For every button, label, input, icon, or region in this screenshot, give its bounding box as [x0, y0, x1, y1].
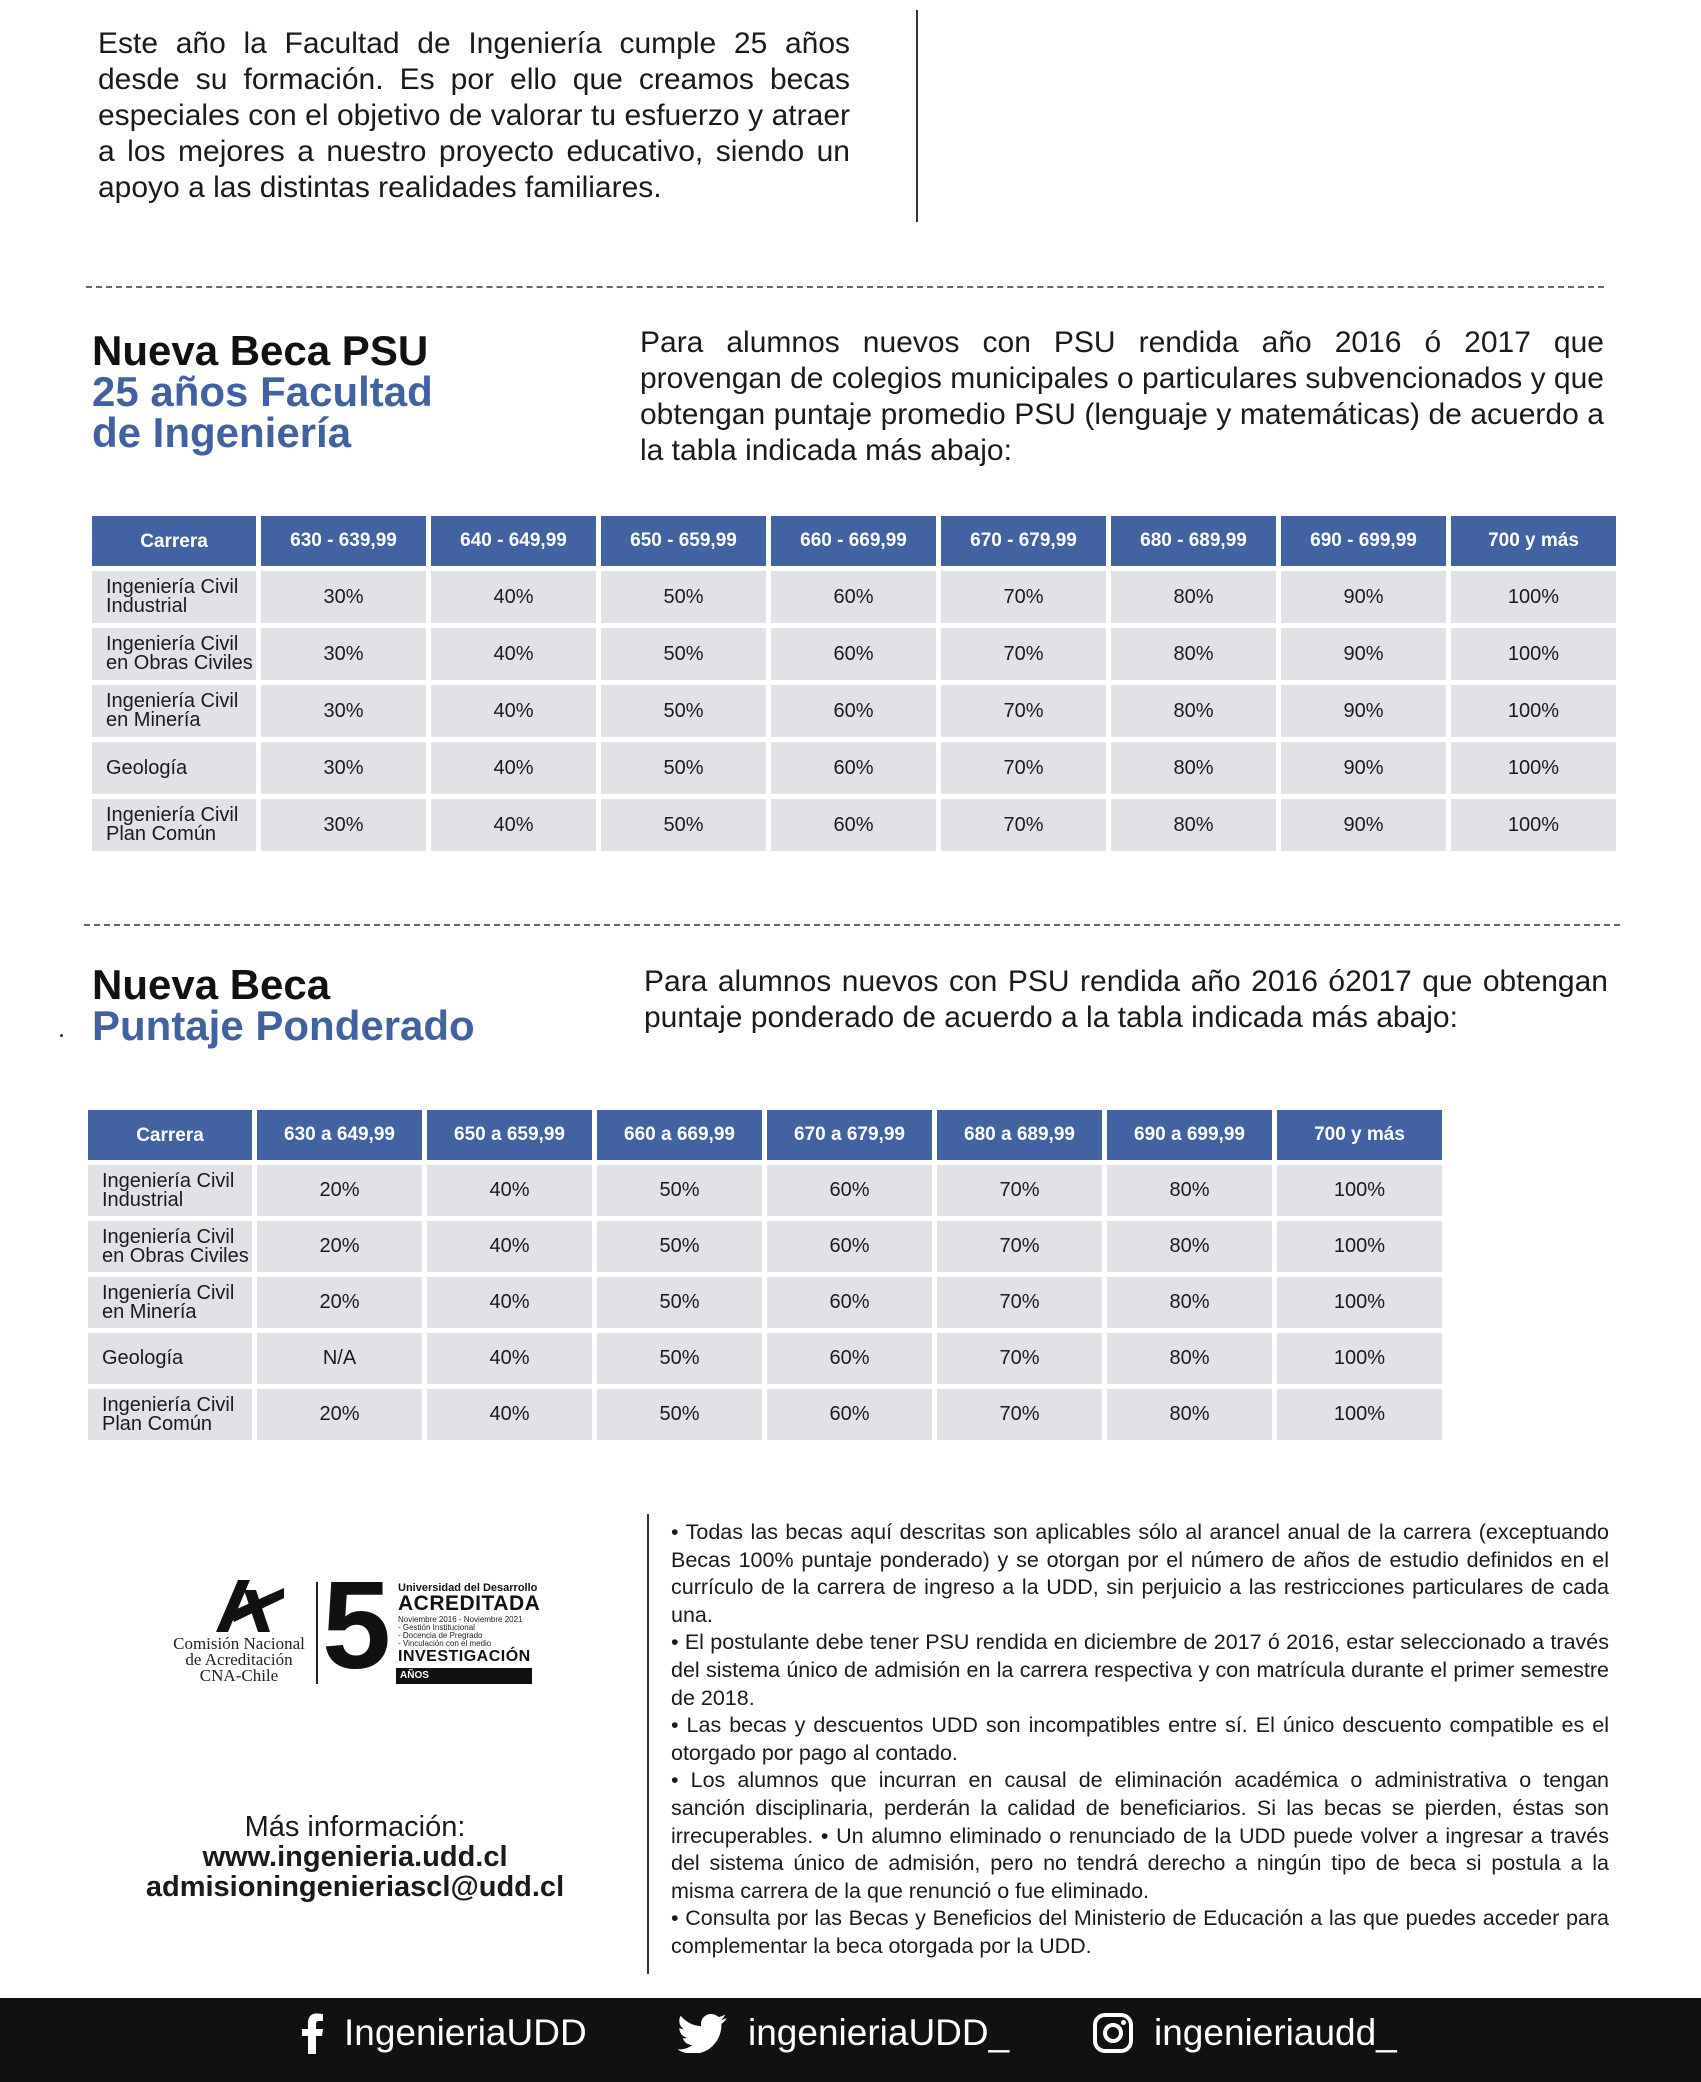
- percentage-cell: 100%: [1277, 1165, 1442, 1216]
- cna-line3: CNA-Chile: [199, 1666, 279, 1685]
- career-name-line1: Ingeniería Civil: [106, 804, 239, 826]
- percentage-cell: 30%: [261, 742, 426, 794]
- more-info: [120, 1812, 590, 1902]
- percentage-cell: 40%: [427, 1389, 592, 1440]
- percentage-cell: 30%: [261, 799, 426, 851]
- percentage-cell: 30%: [261, 628, 426, 680]
- vertical-divider-notes: [647, 1514, 649, 1974]
- percentage-cell: 70%: [941, 685, 1106, 737]
- percentage-cell: 70%: [937, 1389, 1102, 1440]
- career-name-line2: Industrial: [106, 595, 188, 617]
- percentage-cell: 60%: [767, 1333, 932, 1384]
- logo-separator: [316, 1582, 318, 1684]
- percentage-cell: 100%: [1277, 1333, 1442, 1384]
- career-name-line1: Ingeniería Civil: [102, 1169, 235, 1192]
- accreditation-years-number: 5: [322, 1557, 391, 1695]
- career-name-cell: [88, 1389, 252, 1440]
- instagram-handle: ingenieriaudd_: [1154, 2012, 1397, 2053]
- header-cell-range: 650 - 659,99: [601, 516, 766, 566]
- table-header-row: [88, 1110, 1447, 1165]
- table-row: [88, 1277, 1447, 1333]
- career-name-cell: [92, 571, 256, 623]
- table-row: [88, 1221, 1447, 1277]
- section1-title: [92, 327, 433, 456]
- career-name-line1: Geología: [106, 756, 188, 779]
- career-name-line2: en Obras Civiles: [102, 1244, 249, 1267]
- conditions-notes: [671, 1519, 1609, 1961]
- percentage-cell: 40%: [431, 742, 596, 794]
- table-row: [92, 685, 1621, 742]
- percentage-cell: 100%: [1451, 742, 1616, 794]
- header-cell-career: Carrera: [88, 1110, 252, 1160]
- intro-paragraph: Este año la Facultad de Ingeniería cumple 25 años desde su formación. Es por ello que creamos becas especiales con el objetivo de valorar tu esfuerzo y atraer a los mejores a nuestro proyecto educativo, siendo un apoyo a las distintas realidades familiares.: [98, 27, 850, 204]
- percentage-cell: 50%: [597, 1221, 762, 1272]
- percentage-cell: 90%: [1281, 571, 1446, 623]
- accreditation-dates: Noviembre 2016 - Noviembre 2021: [398, 1615, 523, 1624]
- percentage-cell: 20%: [257, 1389, 422, 1440]
- percentage-cell: 60%: [771, 571, 936, 623]
- table-row: [88, 1389, 1447, 1445]
- percentage-cell: 100%: [1451, 685, 1616, 737]
- percentage-cell: 70%: [937, 1221, 1102, 1272]
- career-name-cell: [88, 1333, 252, 1384]
- percentage-cell: 90%: [1281, 628, 1446, 680]
- header-cell-career: Carrera: [92, 516, 256, 566]
- section1-title-line3: de Ingeniería: [92, 409, 352, 456]
- percentage-cell: 70%: [937, 1333, 1102, 1384]
- table-row: [92, 799, 1621, 856]
- header-cell-range: 630 - 639,99: [261, 516, 426, 566]
- percentage-cell: 80%: [1111, 742, 1276, 794]
- cna-text: [168, 1636, 310, 1684]
- percentage-cell: 40%: [431, 799, 596, 851]
- percentage-cell: 70%: [941, 799, 1106, 851]
- percentage-cell: 90%: [1281, 685, 1446, 737]
- dashed-divider-2: [84, 924, 1620, 926]
- vertical-divider-top: [916, 10, 918, 222]
- percentage-cell: 70%: [937, 1277, 1102, 1328]
- percentage-cell: 50%: [601, 799, 766, 851]
- section2-description: Para alumnos nuevos con PSU rendida año 2016 ó2017 que obtengan puntaje ponderado de acuerdo a la tabla indicada más abajo:: [644, 965, 1608, 1034]
- percentage-cell: 70%: [941, 571, 1106, 623]
- header-cell-range: 660 - 669,99: [771, 516, 936, 566]
- percentage-cell: 80%: [1111, 685, 1276, 737]
- percentage-cell: 40%: [431, 628, 596, 680]
- accreditation-investigation: INVESTIGACIÓN: [398, 1648, 531, 1665]
- header-cell-range: 650 a 659,99: [427, 1110, 592, 1160]
- career-name-cell: [92, 628, 256, 680]
- percentage-cell: 40%: [431, 571, 596, 623]
- header-cell-range: 640 - 649,99: [431, 516, 596, 566]
- header-cell-range: 680 - 689,99: [1111, 516, 1276, 566]
- percentage-cell: 50%: [597, 1277, 762, 1328]
- cna-line1: Comisión Nacional: [173, 1634, 305, 1653]
- table-row: [92, 571, 1621, 628]
- percentage-cell: 100%: [1277, 1389, 1442, 1440]
- email-link[interactable]: admisioningenieriascl@udd.cl: [145, 1871, 565, 1903]
- percentage-cell: 90%: [1281, 742, 1446, 794]
- header-cell-range: 670 - 679,99: [941, 516, 1106, 566]
- percentage-cell: 80%: [1111, 571, 1276, 623]
- dashed-divider-1: [86, 286, 1604, 288]
- percentage-cell: 100%: [1451, 571, 1616, 623]
- percentage-cell: 50%: [601, 571, 766, 623]
- percentage-cell: 80%: [1111, 799, 1276, 851]
- career-name-line1: Ingeniería Civil: [102, 1281, 235, 1304]
- career-name-line2: en Obras Civiles: [106, 652, 253, 674]
- percentage-cell: 60%: [771, 742, 936, 794]
- career-name-line2: Industrial: [102, 1188, 184, 1211]
- header-cell-range: 690 - 699,99: [1281, 516, 1446, 566]
- percentage-cell: 20%: [257, 1277, 422, 1328]
- header-cell-range: 680 a 689,99: [937, 1110, 1102, 1160]
- percentage-cell: 20%: [257, 1165, 422, 1216]
- table-header-row: [92, 516, 1621, 571]
- accreditation-logo: [168, 1557, 541, 1695]
- percentage-cell: 60%: [771, 799, 936, 851]
- accreditation-years-label: AÑOS: [396, 1668, 532, 1684]
- percentage-cell: N/A: [257, 1333, 422, 1384]
- percentage-cell: 40%: [427, 1221, 592, 1272]
- percentage-cell: 50%: [601, 685, 766, 737]
- more-info-label: Más información:: [244, 1811, 466, 1843]
- career-name-cell: [92, 799, 256, 851]
- cna-line2: de Acreditación: [185, 1650, 293, 1669]
- percentage-cell: 30%: [261, 685, 426, 737]
- percentage-cell: 70%: [941, 742, 1106, 794]
- career-name-line2: en Minería: [106, 709, 201, 731]
- percentage-cell: 60%: [771, 628, 936, 680]
- stray-dot: [60, 1034, 63, 1037]
- table-row: [88, 1333, 1447, 1389]
- percentage-cell: 60%: [767, 1221, 932, 1272]
- career-name-line2: Plan Común: [106, 823, 217, 845]
- percentage-cell: 80%: [1107, 1277, 1272, 1328]
- percentage-cell: 60%: [767, 1165, 932, 1216]
- psu-scholarship-table: [92, 516, 1621, 856]
- facebook-handle: IngenieriaUDD: [344, 2012, 587, 2053]
- career-name-line2: en Minería: [102, 1300, 197, 1323]
- percentage-cell: 80%: [1111, 628, 1276, 680]
- percentage-cell: 30%: [261, 571, 426, 623]
- accreditation-details: [398, 1616, 523, 1648]
- note-2: • El postulante debe tener PSU rendida en diciembre de 2017 ó 2016, estar seleccionado a través del sistema único de admisión en la carrera respectiva y con matrícula durante el primer semestre de 2018.: [671, 1630, 1609, 1710]
- header-cell-range: 670 a 679,99: [767, 1110, 932, 1160]
- accreditation-area-2: - Docencia de Pregrado: [398, 1631, 483, 1640]
- percentage-cell: 80%: [1107, 1389, 1272, 1440]
- percentage-cell: 90%: [1281, 799, 1446, 851]
- percentage-cell: 100%: [1451, 628, 1616, 680]
- percentage-cell: 100%: [1277, 1221, 1442, 1272]
- section1-description: Para alumnos nuevos con PSU rendida año 2016 ó 2017 que provengan de colegios municipales o particulares subvencionados y que obtengan puntaje promedio PSU (lenguaje y matemáticas) de acuerdo a la tabla indicada más abajo:: [640, 326, 1604, 467]
- social-footer: [0, 1998, 1701, 2082]
- career-name-cell: [88, 1221, 252, 1272]
- facebook-link[interactable]: [300, 2012, 587, 2054]
- percentage-cell: 80%: [1107, 1333, 1272, 1384]
- percentage-cell: 70%: [937, 1165, 1102, 1216]
- facebook-icon: [300, 2012, 324, 2054]
- percentage-cell: 40%: [427, 1277, 592, 1328]
- section1-title-line1: Nueva Beca PSU: [92, 327, 429, 374]
- career-name-line1: Ingeniería Civil: [106, 633, 239, 655]
- percentage-cell: 80%: [1107, 1165, 1272, 1216]
- header-cell-range: 660 a 669,99: [597, 1110, 762, 1160]
- percentage-cell: 80%: [1107, 1221, 1272, 1272]
- percentage-cell: 60%: [771, 685, 936, 737]
- percentage-cell: 50%: [601, 628, 766, 680]
- percentage-cell: 70%: [941, 628, 1106, 680]
- weighted-score-table: [88, 1110, 1447, 1445]
- career-name-line1: Ingeniería Civil: [102, 1225, 235, 1248]
- header-cell-range: 690 a 699,99: [1107, 1110, 1272, 1160]
- header-cell-range: 700 y más: [1277, 1110, 1442, 1160]
- career-name-line1: Geología: [102, 1347, 184, 1369]
- table-row: [92, 742, 1621, 799]
- accreditation-university: Universidad del Desarrollo: [398, 1582, 538, 1594]
- accreditation-area-3: - Vinculación con el medio: [398, 1639, 492, 1648]
- percentage-cell: 100%: [1277, 1277, 1442, 1328]
- note-3: • Las becas y descuentos UDD son incompatibles entre sí. El único descuento compatible es el otorgado por pago al contado.: [671, 1713, 1609, 1765]
- percentage-cell: 50%: [597, 1389, 762, 1440]
- website-link[interactable]: www.ingenieria.udd.cl: [202, 1841, 508, 1873]
- section2-title-line1: Nueva Beca: [92, 961, 331, 1008]
- career-name-cell: [92, 685, 256, 737]
- career-name-line1: Ingeniería Civil: [106, 690, 239, 712]
- section2-title-line2: Puntaje Ponderado: [92, 1002, 475, 1049]
- instagram-link[interactable]: [1092, 2012, 1397, 2054]
- percentage-cell: 60%: [767, 1277, 932, 1328]
- career-name-line1: Ingeniería Civil: [106, 576, 239, 598]
- note-5: • Consulta por las Becas y Beneficios del Ministerio de Educación a las que puedes acceder para complementar la beca otorgada por la UDD.: [671, 1906, 1609, 1958]
- accreditation-status: ACREDITADA: [398, 1592, 541, 1615]
- percentage-cell: 40%: [431, 685, 596, 737]
- table-row: [88, 1165, 1447, 1221]
- twitter-handle: ingenieriaUDD_: [748, 2012, 1010, 2053]
- instagram-icon: [1092, 2012, 1134, 2054]
- twitter-icon: [678, 2013, 728, 2053]
- note-4: • Los alumnos que incurran en causal de eliminación académica o administrativa o tengan sanción disciplinaria, perderán la calidad de beneficiarios. Si las becas se pierden, éstas son irrecuperables. • Un alumno eliminado o renunciado de la UDD puede volver a ingresar a través del sistema único de admisión, pero no tendrá derecho a ningún tipo de beca si postula a la misma carrera de la que renunció o fue eliminado.: [671, 1768, 1609, 1903]
- section2-title: [92, 961, 475, 1049]
- twitter-link[interactable]: [678, 2012, 1009, 2054]
- cna-logo-icon: [208, 1578, 288, 1634]
- percentage-cell: 60%: [767, 1389, 932, 1440]
- career-name-cell: [92, 742, 256, 794]
- percentage-cell: 50%: [597, 1165, 762, 1216]
- accreditation-area-1: - Gestión Institucional: [398, 1623, 475, 1632]
- career-name-cell: [88, 1277, 252, 1328]
- career-name-line1: Ingeniería Civil: [102, 1393, 235, 1416]
- percentage-cell: 50%: [597, 1333, 762, 1384]
- section1-title-line2: 25 años Facultad: [92, 368, 433, 415]
- percentage-cell: 50%: [601, 742, 766, 794]
- percentage-cell: 20%: [257, 1221, 422, 1272]
- career-name-line2: Plan Común: [102, 1412, 213, 1435]
- header-cell-range: 700 y más: [1451, 516, 1616, 566]
- header-cell-range: 630 a 649,99: [257, 1110, 422, 1160]
- percentage-cell: 100%: [1451, 799, 1616, 851]
- note-1: • Todas las becas aquí descritas son aplicables sólo al arancel anual de la carrera (exceptuando Becas 100% puntaje ponderado) y se otorgan por el número de años de estudio definidos en el currículo de la carrera de ingreso a la UDD, sin perjuicio a las restricciones particulares de cada una.: [671, 1520, 1609, 1627]
- percentage-cell: 40%: [427, 1333, 592, 1384]
- percentage-cell: 40%: [427, 1165, 592, 1216]
- table-row: [92, 628, 1621, 685]
- career-name-cell: [88, 1165, 252, 1216]
